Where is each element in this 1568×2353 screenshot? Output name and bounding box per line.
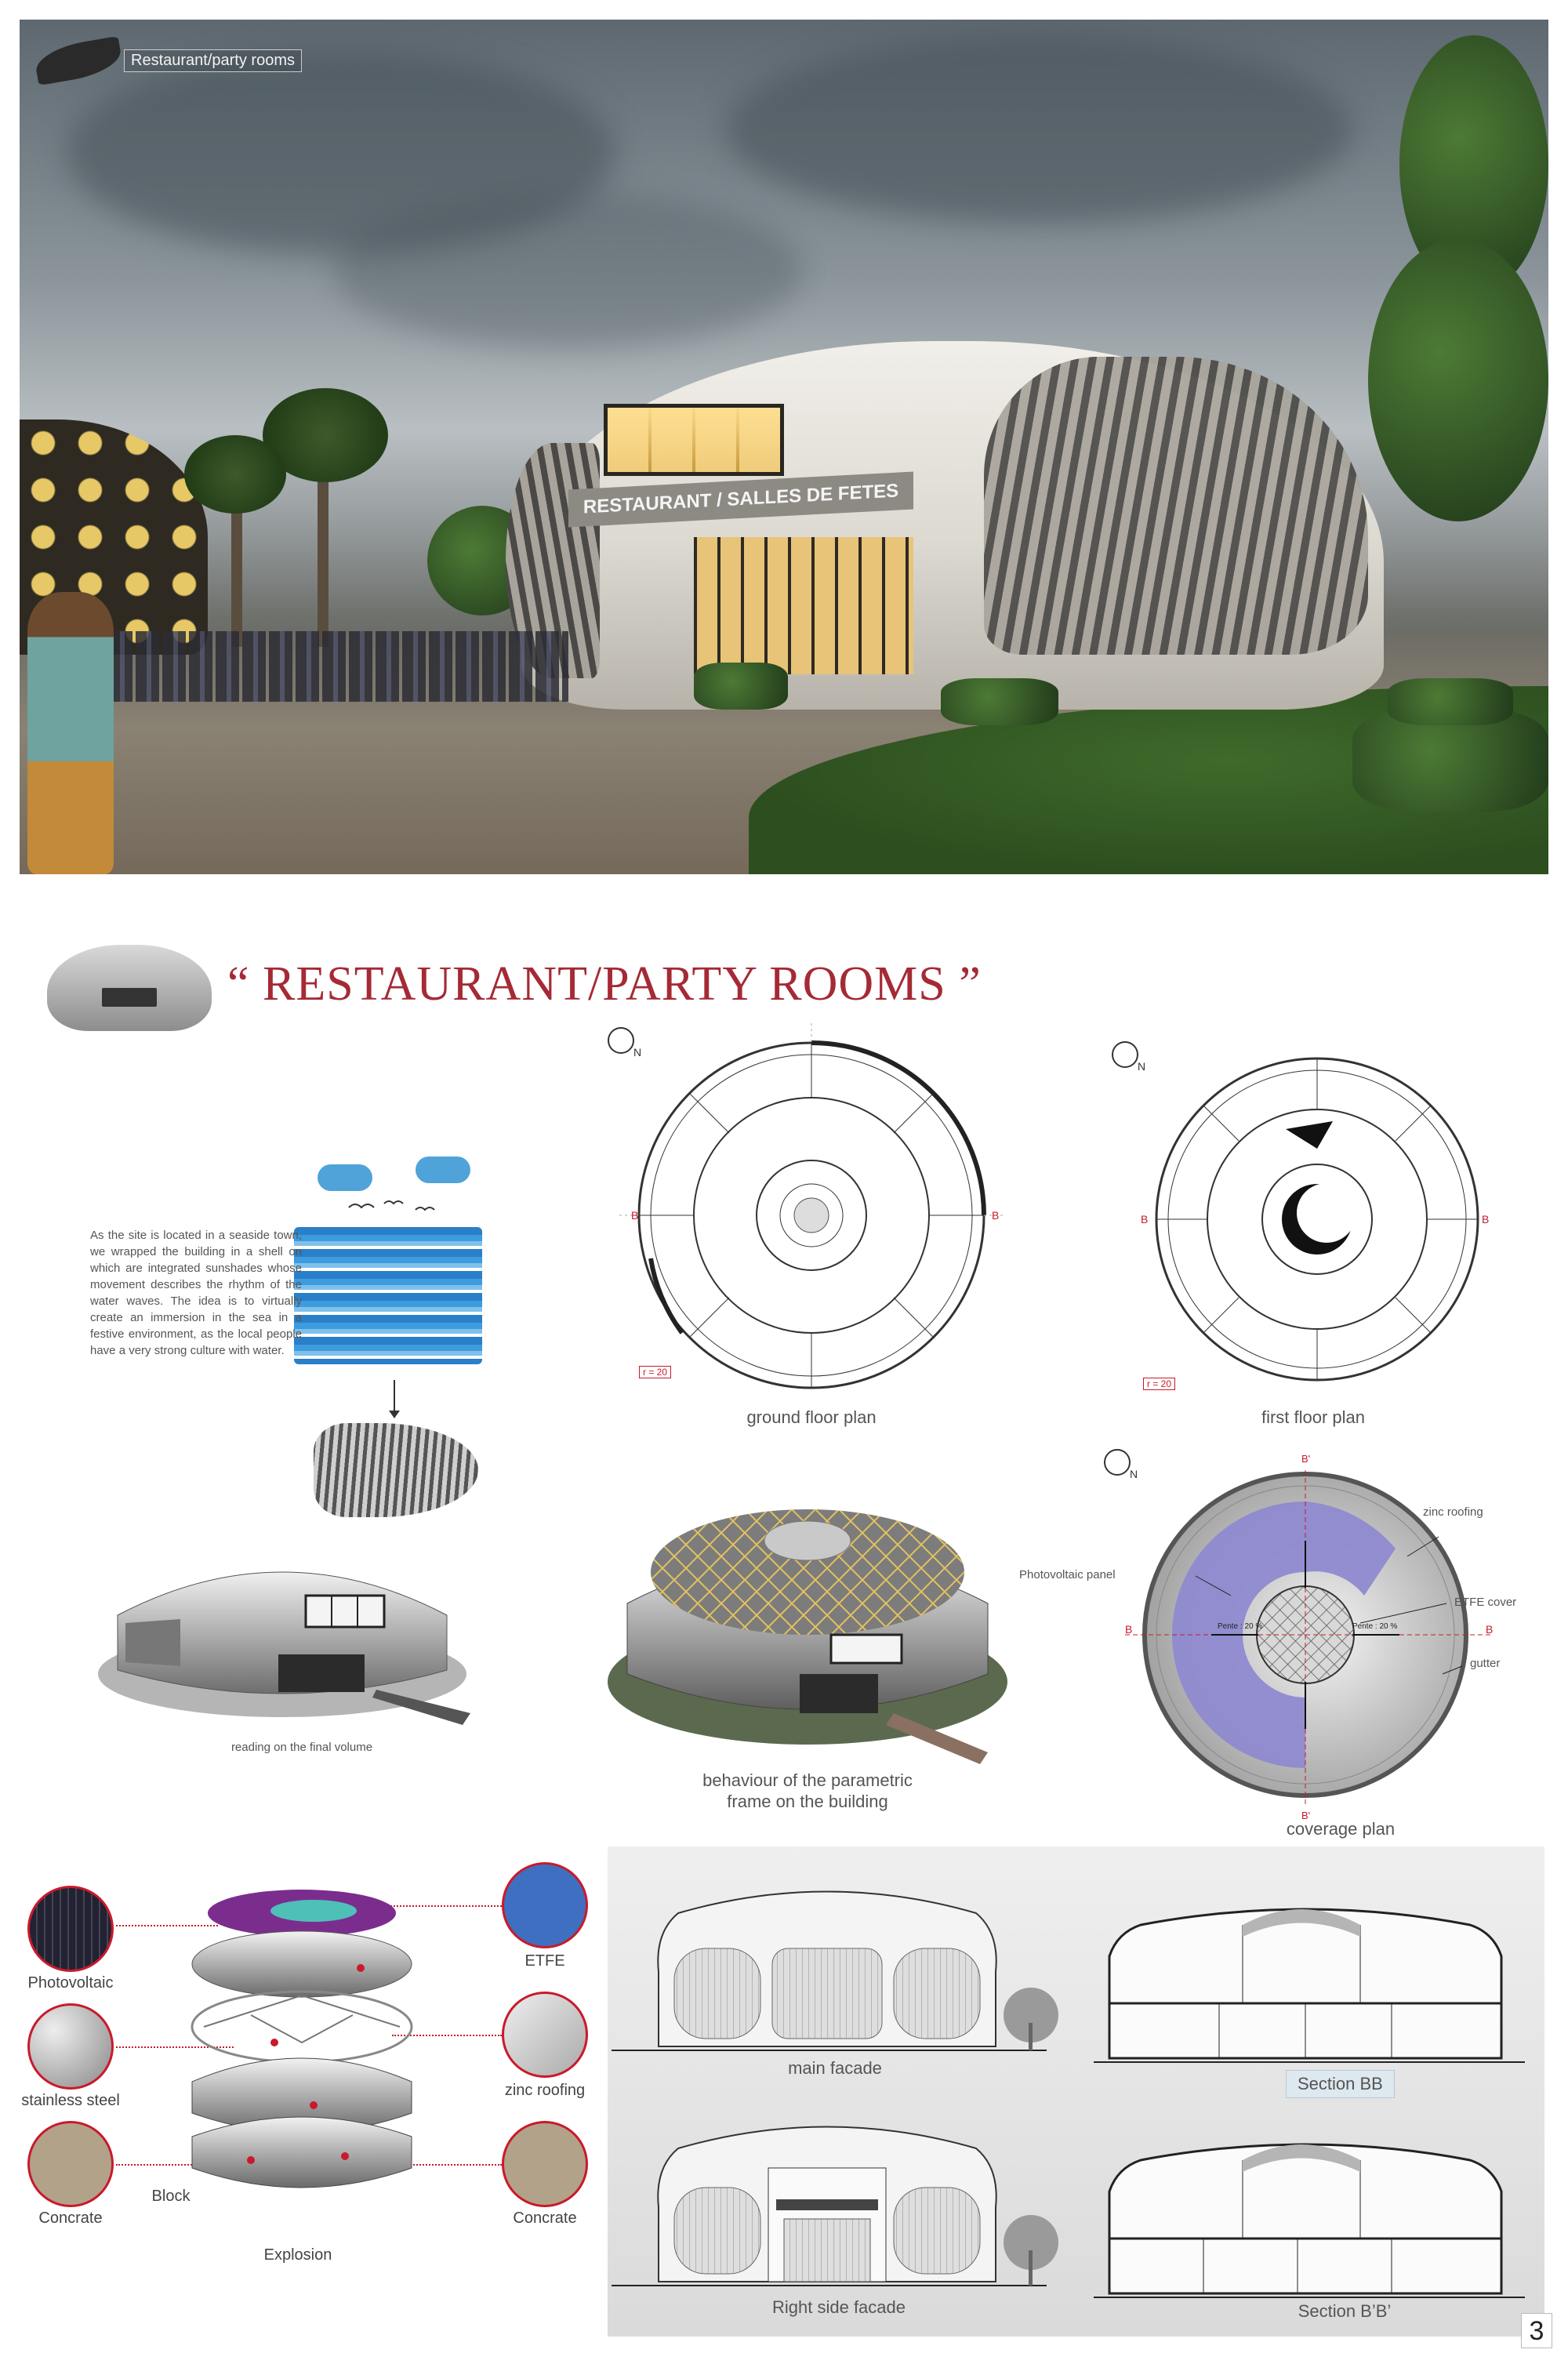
- ground-plan-caption: ground floor plan: [746, 1407, 877, 1427]
- coverage-plan-caption: coverage plan: [1286, 1819, 1396, 1839]
- sunshade-fins: [984, 357, 1368, 655]
- right-facade-caption: Right side facade: [772, 2297, 906, 2317]
- zinc-swatch: [502, 1992, 588, 2078]
- ground-floor-plan: [604, 1023, 1011, 1400]
- upper-glazing: [604, 404, 784, 476]
- section-b-prime-drawing: [1094, 2144, 1525, 2297]
- stainless-steel-swatch: [27, 2003, 114, 2090]
- svg-text:N: N: [633, 1046, 642, 1058]
- svg-text:B': B': [1301, 1810, 1311, 1821]
- gutter-label: gutter: [1470, 1657, 1501, 1670]
- svg-text:B': B': [1301, 1453, 1311, 1465]
- first-floor-plan: [1098, 1031, 1505, 1400]
- page-number: 3: [1521, 2313, 1552, 2348]
- photovoltaic-label: Photovoltaic: [27, 1974, 114, 1992]
- block-label: Block: [151, 2188, 191, 2205]
- hedge: [1388, 678, 1513, 725]
- entrance-glazing: [694, 537, 913, 674]
- hero-tag: Restaurant/party rooms: [124, 49, 302, 72]
- explosion-caption: Explosion: [263, 2246, 332, 2264]
- hedge: [941, 678, 1058, 725]
- section-bb-drawing: [1094, 1909, 1525, 2062]
- zinc-label: zinc roofing: [1423, 1505, 1483, 1519]
- svg-text:B: B: [631, 1209, 639, 1222]
- etfe-label: ETFE cover: [1454, 1596, 1517, 1609]
- hero-render: [20, 20, 1548, 874]
- frame-caption-2: frame on the building: [727, 1792, 888, 1811]
- first-plan-caption: first floor plan: [1261, 1407, 1366, 1427]
- elevation-drawings: [608, 1846, 1544, 2337]
- shell-fins-image: [314, 1423, 478, 1517]
- zinc-label: zinc roofing: [504, 2082, 586, 2099]
- radius-note: r = 20: [1143, 1378, 1175, 1390]
- svg-text:B: B: [1482, 1213, 1490, 1226]
- right-facade-drawing: [612, 2127, 1058, 2286]
- tree: [1368, 239, 1548, 521]
- crowd: [82, 631, 568, 702]
- concrete-swatch-right: [502, 2121, 588, 2207]
- etfe-swatch: [502, 1862, 588, 1948]
- section-b-prime-caption: Section B’B’: [1298, 2301, 1392, 2321]
- svg-text:B: B: [1141, 1213, 1149, 1226]
- palm-trunk: [231, 490, 242, 647]
- coverage-plan: [1094, 1439, 1521, 1823]
- radius-note: r = 20: [639, 1366, 671, 1378]
- svg-text:N: N: [1138, 1060, 1146, 1073]
- birds-icon: [345, 1196, 447, 1219]
- svg-text:B: B: [992, 1209, 1000, 1222]
- svg-text:N: N: [1130, 1468, 1138, 1480]
- svg-text:Pente : 20 %: Pente : 20 %: [1352, 1622, 1398, 1631]
- woman-figure: [27, 592, 114, 874]
- page-title: “ RESTAURANT/PARTY ROOMS ”: [227, 957, 982, 1011]
- final-volume-caption: reading on the final volume: [230, 1741, 373, 1754]
- etfe-label: ETFE: [524, 1952, 565, 1970]
- palm-trunk: [318, 459, 328, 647]
- final-volume-render: [94, 1537, 494, 1733]
- palm-canopy: [184, 435, 286, 514]
- svg-text:B: B: [1125, 1623, 1133, 1636]
- svg-text:B: B: [1486, 1623, 1494, 1636]
- building-sign: RESTAURANT / SALLES DE FETES: [568, 471, 913, 527]
- hedge: [694, 663, 788, 710]
- svg-text:Pente : 20 %: Pente : 20 %: [1218, 1622, 1263, 1631]
- stainless-steel-label: stainless steel: [21, 2092, 120, 2109]
- cloud-icon: [318, 1164, 372, 1191]
- main-facade-drawing: [612, 1892, 1058, 2051]
- photovoltaic-swatch: [27, 1886, 114, 1972]
- building-thumbnail: [47, 945, 212, 1031]
- main-facade-caption: main facade: [788, 2058, 882, 2078]
- bird-image: [33, 36, 124, 85]
- water-waves-image: [294, 1227, 482, 1364]
- photovoltaic-label: Photovoltaic panel: [1019, 1568, 1116, 1581]
- concrete-label-left: Concrate: [38, 2210, 103, 2227]
- frame-caption-1: behaviour of the parametric: [702, 1770, 913, 1790]
- concept-text: As the site is located in a seaside town, we wrapped the building in a shell on which are integrated sunshades whose movement describes the rhythm of the water waves. The idea is to virtually create an immersion in the sea in a festive environment, as the local people have a very strong culture with water.: [90, 1229, 302, 1357]
- sky-cloud: [333, 192, 804, 349]
- concrete-label-right: Concrate: [513, 2210, 577, 2227]
- arrow-down-icon: [394, 1380, 395, 1415]
- sky-cloud: [725, 35, 1352, 223]
- explosion-diagram: [157, 1878, 447, 2207]
- parametric-frame-render: [604, 1486, 1011, 1768]
- cloud-icon: [416, 1157, 470, 1183]
- section-bb-caption: Section BB: [1286, 2070, 1395, 2098]
- concrete-swatch-left: [27, 2121, 114, 2207]
